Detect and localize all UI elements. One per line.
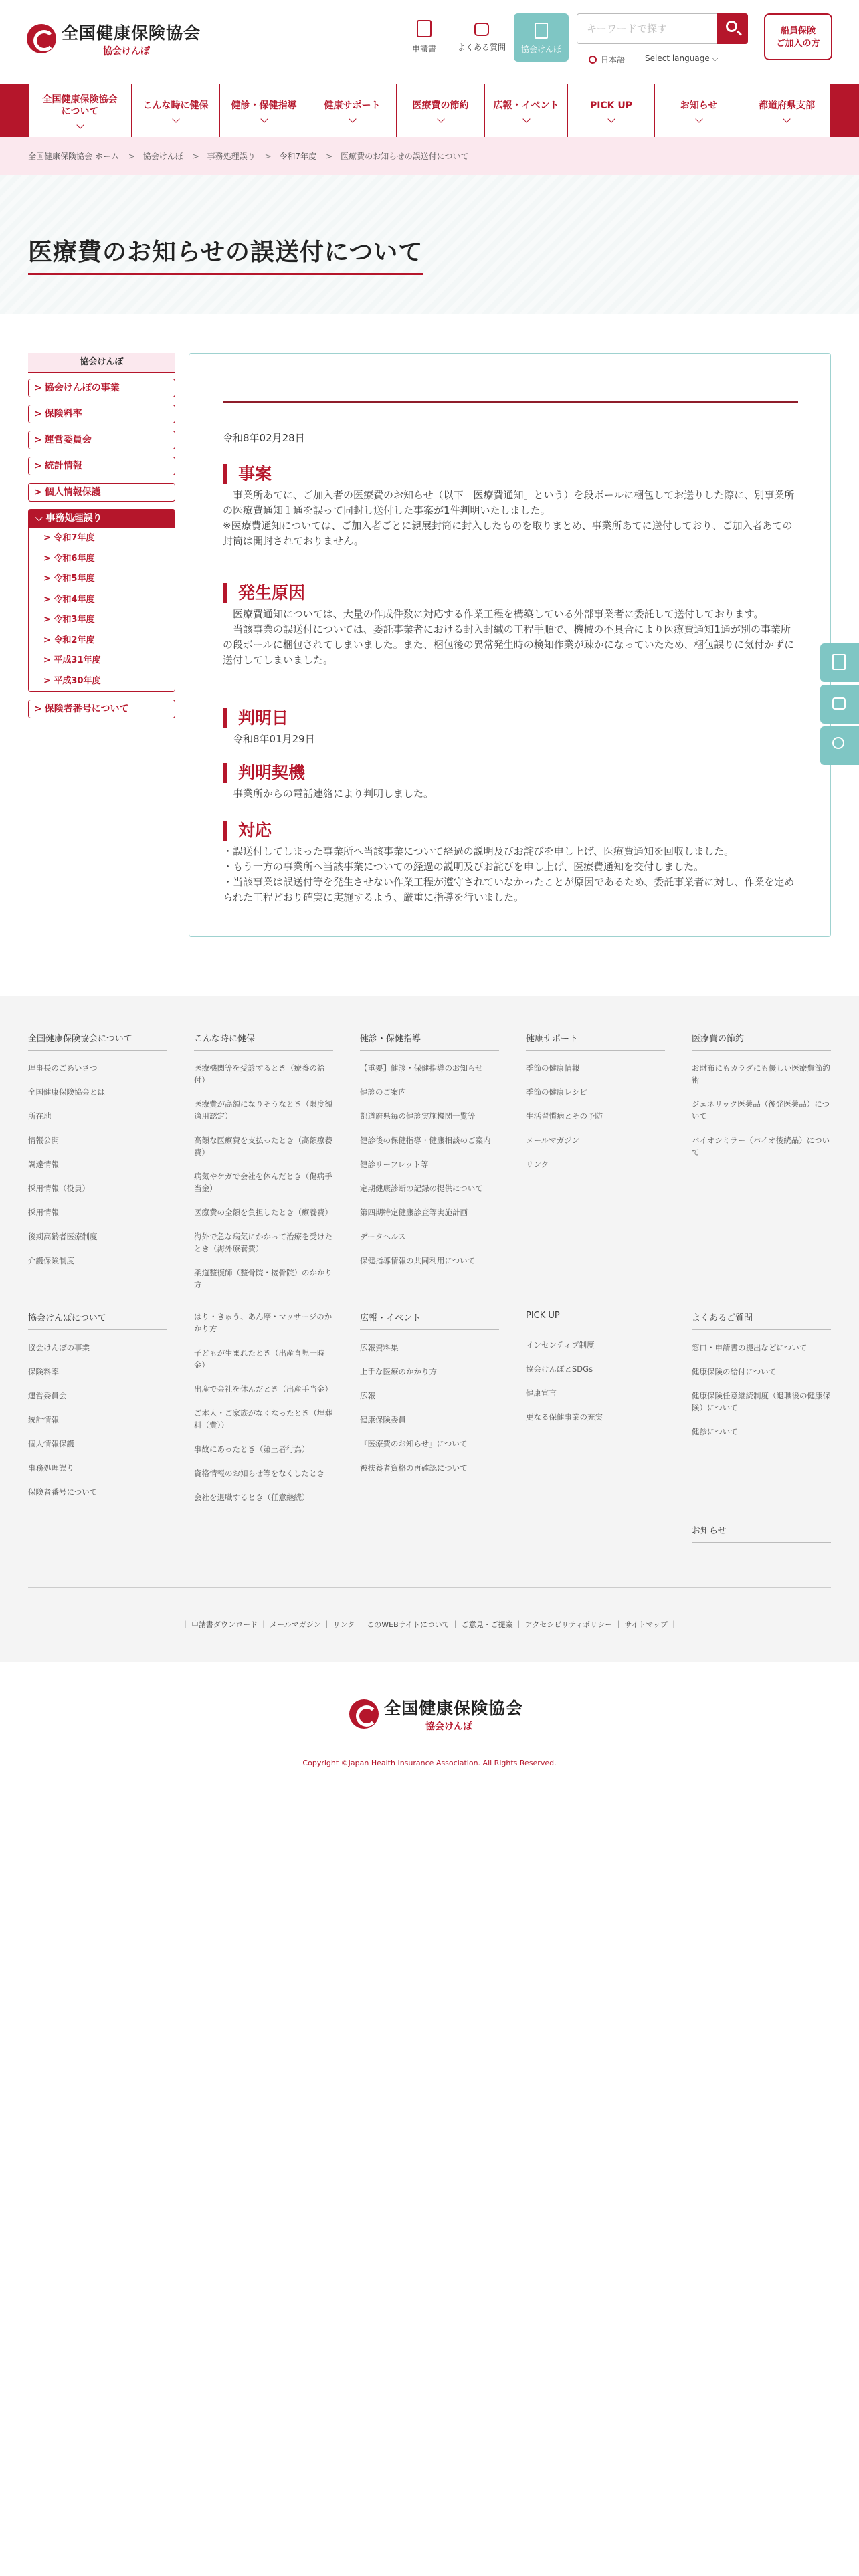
page-title: 医療費のお知らせの誤送付について: [28, 233, 423, 275]
section-text: 令和8年01月29日: [223, 733, 315, 745]
sidebar-sub-r5[interactable]: > 令和5年度: [43, 574, 95, 584]
document-icon: [832, 654, 846, 670]
sidebar-item-business[interactable]: [28, 379, 175, 397]
footer-link[interactable]: 介護保険制度: [28, 1256, 74, 1265]
seamen-insurance-line1: 船員保険: [780, 26, 816, 36]
footer-link[interactable]: 事務処理誤り: [28, 1463, 74, 1473]
section-heading: 判明契機: [223, 763, 798, 783]
footer-col-kyokai: [28, 1311, 167, 1510]
chevron-down-icon: [607, 115, 615, 122]
footer-col-medical-savings: [692, 1031, 831, 1170]
title-banner: [0, 175, 859, 314]
footer-link[interactable]: 高額な医療費を支払ったとき（高額療養費）: [194, 1136, 332, 1157]
breadcrumb-year[interactable]: 令和7年度: [279, 152, 317, 161]
sidebar-item-label: 事務処理誤り: [45, 513, 102, 524]
nav-pickup-label: PICK UP: [589, 100, 633, 111]
logo-mark-icon: [27, 24, 56, 53]
nav-health-support[interactable]: [308, 84, 397, 137]
sidebar-sub-label: 令和6年度: [54, 553, 95, 564]
footer-link[interactable]: 医療費が高額になりそうなとき（限度額適用認定）: [194, 1099, 332, 1121]
section-text: 事業所からの電話連絡により判明しました。: [223, 788, 434, 800]
search-icon: [726, 21, 737, 32]
site-logo[interactable]: [27, 20, 201, 58]
section-text: 医療費通知については、大量の作成件数に対応する作業工程を構築している外部事業者に委託して送付しております。: [223, 608, 764, 620]
footer-link[interactable]: 事故にあったとき（第三者行為）: [194, 1444, 310, 1454]
sidebar-item-errors[interactable]: [29, 510, 175, 528]
section-discovery-trigger: [223, 763, 798, 802]
logo-sub-text: 協会けんぽ: [103, 46, 150, 57]
sidebar-item-label: 運営委員会: [44, 435, 92, 445]
chevron-right-icon: >: [34, 409, 42, 419]
article-card: [189, 353, 831, 937]
footer-link[interactable]: メールマガジン: [526, 1136, 579, 1145]
footer-link[interactable]: 資格情報のお知らせ等をなくしたとき: [194, 1469, 325, 1478]
float-search-button[interactable]: [820, 726, 859, 765]
seamen-insurance-button[interactable]: [764, 13, 832, 60]
building-icon: [535, 23, 548, 39]
copyright: Copyright ©Japan Health Insurance Association. All Rights Reserved.: [302, 1759, 557, 1767]
footer-link[interactable]: 季節の健康レシピ: [526, 1087, 587, 1097]
footer-link[interactable]: 健診のご案内: [360, 1087, 406, 1097]
footer-link[interactable]: 調達情報: [28, 1160, 59, 1169]
language-current[interactable]: [589, 53, 625, 65]
chevron-right-icon: >: [326, 152, 333, 161]
footer-col-health-support: [526, 1031, 665, 1182]
nav-medical-savings[interactable]: [397, 84, 485, 137]
global-nav: [0, 84, 859, 137]
sidebar-sub-r7[interactable]: > 令和7年度: [43, 533, 95, 543]
footer-link[interactable]: 健康保険の給付について: [692, 1367, 777, 1376]
footer-link[interactable]: 健康保険任意継続制度（退職後の健康保険）について: [692, 1391, 830, 1412]
globe-icon: [589, 56, 597, 64]
sidebar-sub-label: 平成31年度: [54, 655, 101, 665]
float-forms-button[interactable]: [820, 643, 859, 682]
sidebar-sub-h31[interactable]: > 平成31年度: [43, 655, 101, 665]
sidebar-item-privacy[interactable]: [28, 483, 175, 502]
chevron-down-icon: [437, 115, 444, 122]
list-item: ・誤送付してしまった事業所へ当該事業について経過の説明及びお詫びを申し上げ、医療費通知を回収しました。: [223, 845, 735, 857]
footer-link[interactable]: 被扶養者資格の再確認について: [360, 1463, 468, 1473]
footer-col-title[interactable]: お知らせ: [692, 1523, 831, 1543]
footer-link[interactable]: 協会けんぽの事業: [28, 1343, 90, 1352]
section-cause: [223, 583, 798, 668]
chevron-right-icon: >: [264, 152, 272, 161]
logo-mark-icon: [349, 1699, 379, 1729]
footer-col-checkup: [360, 1031, 499, 1279]
nav-pickup[interactable]: [568, 84, 655, 137]
section-case: [223, 464, 798, 549]
chevron-right-icon: >: [34, 435, 42, 445]
section-text: ※医療費通知については、ご加入者ごとに親展封筒に封入したものを取りまとめ、事業所あてに送付しており、ご加入者あての封筒は開封されておりません。: [223, 520, 793, 547]
footer-link[interactable]: 生活習慣病とその予防: [526, 1111, 603, 1121]
breadcrumb-home[interactable]: 全国健康保険協会 ホーム: [28, 152, 119, 161]
sidebar-sub-label: 令和7年度: [54, 533, 95, 543]
chevron-down-icon: [522, 115, 530, 122]
footer-link[interactable]: 情報公開: [28, 1136, 59, 1145]
sidebar-item-committee[interactable]: [28, 431, 175, 449]
footer-col-title[interactable]: PICK UP: [526, 1311, 665, 1327]
nav-pr-events-label: 広報・イベント: [493, 100, 559, 111]
nav-checkup-label: 健診・保健指導: [231, 100, 297, 111]
section-heading: 発生原因: [223, 583, 798, 603]
footer-link[interactable]: お財布にもカラダにも優しい医療費節約術: [692, 1063, 830, 1085]
footer-link[interactable]: 採用情報: [28, 1208, 59, 1217]
footer-link[interactable]: 海外で急な病気にかかって治療を受けたとき（海外療養費）: [194, 1232, 332, 1253]
nav-branches-label: 都道府県支部: [759, 100, 815, 111]
nav-branches[interactable]: [743, 84, 830, 137]
sidebar-sub-r2[interactable]: > 令和2年度: [43, 635, 95, 645]
footer-link[interactable]: 【重要】健診・保健指導のお知らせ: [360, 1063, 483, 1073]
sidebar-sub-r3[interactable]: > 令和3年度: [43, 615, 95, 625]
sidebar-item-label: 個人情報保護: [44, 487, 101, 498]
footer-col-about: [28, 1031, 167, 1279]
kyokai-kenpo-label: 協会けんぽ: [520, 45, 561, 54]
sidebar-item-insurer-number[interactable]: [28, 700, 175, 718]
footer-link[interactable]: データヘルス: [360, 1232, 406, 1241]
nav-pr-events[interactable]: [485, 84, 568, 137]
footer-link[interactable]: 健康宣言: [526, 1388, 557, 1398]
chevron-right-icon: >: [34, 704, 42, 714]
chevron-down-icon: [783, 115, 790, 122]
footer-link[interactable]: ご本人・ご家族がなくなったとき（埋葬料（費））: [194, 1408, 332, 1430]
footer-col-situations-more: [194, 1311, 333, 1515]
sidebar-sub-label: 令和3年度: [54, 615, 95, 625]
section-text: 当該事業の誤送付については、委託事業者における封入封緘の工程手順で、機械の不具合により医療費通知1通が別の事業所の段ボールに梱包されてしまいました。また、梱包後の異常発生時の検知作業が疎かになっていたため、梱包誤りに気付かずに送付してしまいました。: [223, 623, 795, 666]
footer-link[interactable]: 季節の健康情報: [526, 1063, 580, 1073]
sidebar-item-rates[interactable]: [28, 405, 175, 423]
footer-col-pickup: [526, 1311, 665, 1435]
footer-link[interactable]: 採用情報（役員）: [28, 1184, 90, 1193]
footer-link[interactable]: 運営委員会: [28, 1391, 67, 1400]
nav-situations-label: こんな時に健保: [142, 100, 209, 111]
sidebar-item-statistics[interactable]: [28, 457, 175, 475]
footer-link[interactable]: インセンティブ制度: [526, 1340, 595, 1350]
footer-links: [0, 996, 859, 1662]
section-heading: 事案: [223, 464, 798, 484]
footer-logo[interactable]: [349, 1695, 523, 1733]
article-date: 令和8年02月28日: [223, 432, 305, 444]
footer-col-title[interactable]: 健康サポート: [526, 1031, 665, 1051]
footer-col-title[interactable]: こんな時に健保: [194, 1031, 333, 1051]
language-select-label: Select language: [645, 53, 710, 63]
footer-link[interactable]: 『医療費のお知らせ』について: [360, 1439, 468, 1448]
chat-icon: [832, 697, 846, 710]
list-item: ・もう一方の事業所へ当該事業についての経過の説明及びお詫びを申し上げ、医療費通知を交付しました。: [223, 861, 704, 873]
sidebar-sub-label: 令和5年度: [54, 574, 95, 584]
footer-link[interactable]: 子どもが生まれたとき（出産育児一時金）: [194, 1348, 325, 1370]
nav-about-line2: について: [61, 106, 99, 117]
sidebar-item-label: 保険者番号について: [44, 704, 129, 714]
breadcrumb-errors[interactable]: 事務処理誤り: [207, 152, 256, 161]
footer-col-title[interactable]: 協会けんぽについて: [28, 1311, 167, 1330]
footer-link[interactable]: 会社を退職するとき（任意継続）: [194, 1493, 310, 1502]
chevron-right-icon: >: [34, 461, 42, 471]
footer-link[interactable]: 病気やケガで会社を休んだとき（傷病手当金）: [194, 1172, 332, 1193]
sidebar-sub-r6[interactable]: > 令和6年度: [43, 553, 95, 564]
footer-link[interactable]: 個人情報保護: [28, 1439, 74, 1448]
footer-link[interactable]: 健診後の保健指導・健康相談のご案内: [360, 1136, 491, 1145]
footer-link[interactable]: 全国健康保険協会とは: [28, 1087, 105, 1097]
section-heading: 判明日: [223, 708, 798, 728]
sidebar-sub-label: 令和2年度: [54, 635, 95, 645]
footer-link[interactable]: 保険料率: [28, 1367, 59, 1376]
nav-about-line1: 全国健康保険協会: [42, 94, 118, 105]
chevron-down-icon: [172, 115, 179, 122]
search-box: [577, 13, 748, 44]
footer-logo-main: 全国健康保険協会: [384, 1699, 524, 1718]
footer-link[interactable]: バイオシミラー（バイオ後続品）について: [692, 1136, 830, 1157]
footer-link[interactable]: 医療機関等を受診するとき（療養の給付）: [194, 1063, 325, 1085]
list-item: ・当該事業は誤送付等を発生させない作業工程が遵守されていなかったことが原因であるため、委託事業者に対し、作業を定められた工程どおり確実に実施するよう、厳重に指導を行いました。: [223, 876, 795, 903]
nav-news[interactable]: [655, 84, 743, 137]
footer-link[interactable]: 健康保険委員: [360, 1415, 406, 1424]
logo-main-text: 全国健康保険協会: [62, 23, 201, 43]
footer-link[interactable]: 都道府県毎の健診実施機関一覧等: [360, 1111, 476, 1121]
footer-col-title[interactable]: よくあるご質問: [692, 1311, 831, 1330]
footer-link[interactable]: 医療費の全額を負担したとき（療養費）: [194, 1208, 332, 1217]
document-icon: [417, 20, 432, 37]
footer-link[interactable]: 所在地: [28, 1111, 52, 1121]
footer-link[interactable]: 保健指導情報の共同利用について: [360, 1256, 476, 1265]
chevron-down-icon: [260, 115, 268, 122]
search-input[interactable]: [577, 14, 711, 43]
footer-link[interactable]: 広報: [360, 1391, 375, 1400]
seamen-insurance-line2: ご加入の方: [776, 39, 820, 49]
breadcrumb-current: 医療費のお知らせの誤送付について: [341, 152, 469, 161]
chevron-right-icon: >: [128, 152, 135, 161]
footer-link[interactable]: 出産で会社を休んだとき（出産手当金）: [194, 1384, 332, 1394]
sidebar-sub-label: 平成30年度: [54, 675, 101, 686]
footer-link[interactable]: はり・きゅう、あん摩・マッサージのかかり方: [194, 1312, 332, 1333]
search-icon: [832, 737, 844, 749]
application-forms-label: 申請書: [411, 44, 436, 53]
sidebar-group-errors: [28, 509, 175, 692]
site-header: [0, 0, 859, 84]
breadcrumb: [0, 137, 859, 175]
footer-col-title[interactable]: 広報・イベント: [360, 1311, 499, 1330]
chevron-down-icon: [695, 115, 702, 122]
float-faq-button[interactable]: [820, 685, 859, 724]
footer-link[interactable]: 窓口・申請書の提出などについて: [692, 1343, 807, 1352]
footer-col-title[interactable]: 健診・保健指導: [360, 1031, 499, 1051]
language-current-label: 日本語: [601, 55, 626, 64]
footer-link[interactable]: 協会けんぽとSDGs: [526, 1364, 593, 1374]
sidebar-item-label: 協会けんぽの事業: [44, 383, 120, 393]
section-heading: 対応: [223, 821, 798, 841]
chevron-down-icon: ⌵: [709, 53, 719, 63]
chevron-right-icon: >: [34, 487, 42, 498]
sidebar-sub-h30[interactable]: > 平成30年度: [43, 675, 101, 686]
footer-link[interactable]: 広報資料集: [360, 1343, 399, 1352]
article-divider: [223, 401, 798, 403]
nav-checkup[interactable]: [220, 84, 308, 137]
footer-link[interactable]: 定期健康診断の記録の提供について: [360, 1184, 483, 1193]
footer-link[interactable]: 保険者番号について: [28, 1487, 98, 1497]
footer-link[interactable]: リンク: [526, 1160, 549, 1169]
sidebar-sub-r4[interactable]: > 令和4年度: [43, 594, 95, 605]
chevron-down-icon: [76, 121, 84, 128]
sidebar-sub-label: 令和4年度: [54, 594, 95, 605]
chevron-down-icon: ⌵: [35, 513, 43, 524]
chevron-right-icon: >: [192, 152, 199, 161]
language-select[interactable]: [645, 53, 719, 64]
sidebar: [28, 353, 175, 726]
footer-col-title[interactable]: 全国健康保険協会について: [28, 1031, 167, 1051]
footer-divider: [28, 1587, 831, 1588]
section-discovery-date: [223, 708, 798, 747]
footer-col-pr-events: [360, 1311, 499, 1486]
footer-col-title[interactable]: 医療費の節約: [692, 1031, 831, 1051]
footer-link[interactable]: 柔道整復師（整骨院・接骨院）のかかり方: [194, 1268, 332, 1289]
sidebar-head: 協会けんぽ: [28, 353, 175, 373]
footer-col-situations: [194, 1031, 333, 1303]
sidebar-item-label: 保険料率: [44, 409, 82, 419]
application-forms-link[interactable]: [397, 20, 451, 54]
footer-col-faq: [692, 1311, 831, 1450]
footer-logo-sub: 協会けんぽ: [425, 1721, 472, 1732]
section-response: [223, 821, 798, 905]
footer-link[interactable]: ジェネリック医薬品（後発医薬品）について: [692, 1099, 830, 1121]
footer-link[interactable]: 後期高齢者医療制度: [28, 1232, 98, 1241]
footer-link[interactable]: 理事長のごあいさつ: [28, 1063, 98, 1073]
nav-medical-savings-label: 医療費の節約: [412, 100, 469, 111]
footer-link[interactable]: 更なる保健事業の充実: [526, 1412, 603, 1422]
footer-bottom-links[interactable]: ｜ 申請書ダウンロード ｜ メールマガジン ｜ リンク ｜ このWEBサイトについて ｜ ご意見・ご提案 ｜ アクセシビリティポリシー ｜ サイトマップ ｜: [181, 1620, 678, 1629]
section-text: 事業所あてに、ご加入者の医療費のお知らせ（以下「医療費通知」という）を段ボールに梱包してお送りした際に、別事業所の医療費通知１通を誤って同封し送付した事案が1件判明いたしました。: [223, 489, 795, 516]
nav-news-label: お知らせ: [680, 100, 718, 111]
chevron-right-icon: >: [34, 383, 42, 393]
kyokai-kenpo-link[interactable]: [514, 13, 569, 62]
nav-about[interactable]: [29, 84, 132, 137]
faq-link[interactable]: [455, 20, 508, 53]
sidebar-item-label: 統計情報: [44, 461, 82, 471]
footer-link[interactable]: 健診について: [692, 1427, 738, 1436]
footer-link[interactable]: 健診リーフレット等: [360, 1160, 429, 1169]
chevron-down-icon: [349, 115, 356, 122]
search-button[interactable]: [717, 13, 748, 44]
breadcrumb-kyokai[interactable]: 協会けんぽ: [142, 152, 183, 161]
nav-situations[interactable]: [132, 84, 220, 137]
footer-col-news: [692, 1523, 831, 1554]
chat-icon: [474, 23, 489, 36]
nav-health-support-label: 健康サポート: [324, 100, 381, 111]
footer-link[interactable]: 第四期特定健康診査等実施計画: [360, 1208, 468, 1217]
footer-link[interactable]: 統計情報: [28, 1415, 59, 1424]
footer-link[interactable]: 上手な医療のかかり方: [360, 1367, 437, 1376]
faq-label: よくある質問: [457, 43, 506, 52]
